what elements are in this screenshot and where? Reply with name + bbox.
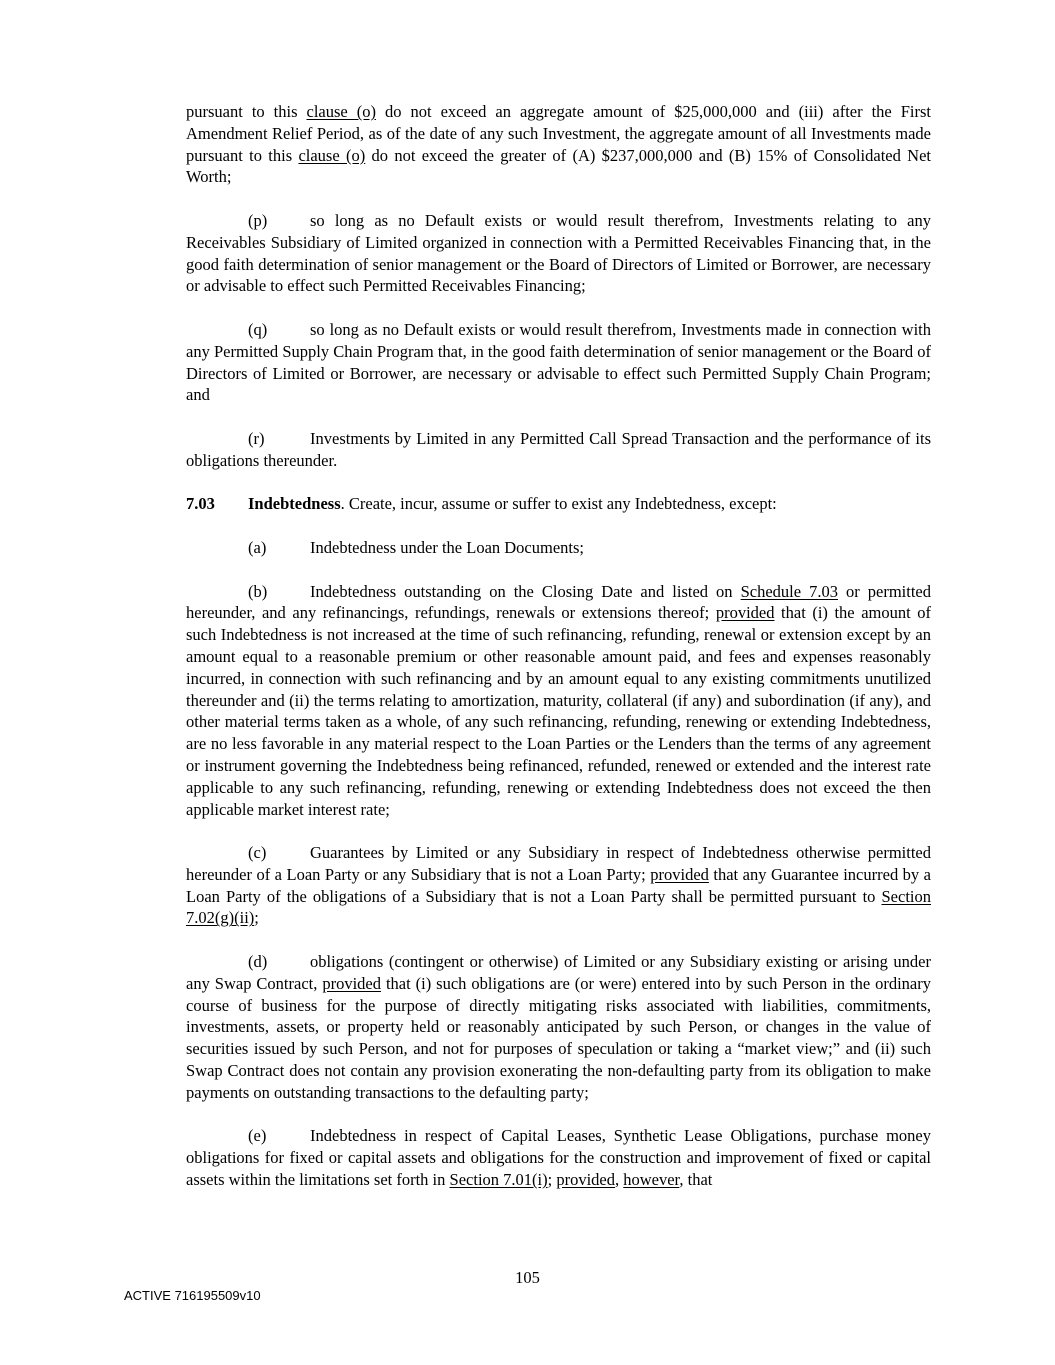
- text-run: pursuant to this: [186, 102, 307, 121]
- text-run: or permitted hereunder, and any refinancings, refundings, renewals or extensions thereof;: [186, 581, 932, 623]
- section-title: Indebtedness: [248, 494, 341, 514]
- text-run: ,: [614, 1170, 624, 1190]
- document-id: ACTIVE 716195509v10: [124, 1288, 261, 1303]
- clause-p: [186, 210, 931, 297]
- clause-c: [186, 842, 931, 929]
- text-run: do not exceed the greater of (A) $237,000,000 and (B) 15% of Consolidated Net Worth;: [186, 145, 932, 187]
- section-number: 7.03: [186, 494, 215, 514]
- section-reference: Section 7.02(g)(ii): [186, 886, 931, 928]
- text-run: , that: [679, 1170, 713, 1190]
- text-run: that any Guarantee incurred by a Loan Party of the obligations of a Subsidiary that is not a Loan Party shall be permitted pursuant to: [186, 864, 931, 906]
- clause-a: [186, 537, 931, 559]
- clause-q: [186, 319, 931, 406]
- clause-e: [186, 1125, 931, 1190]
- clause-marker: (a): [248, 537, 267, 557]
- section-intro: . Create, incur, assume or suffer to exist any Indebtedness, except:: [340, 494, 777, 514]
- provided-term: provided: [715, 603, 775, 623]
- document-body: [186, 101, 931, 1213]
- section-reference: Section 7.01(i): [449, 1170, 548, 1190]
- provided-term: provided: [322, 973, 381, 993]
- text-run: do not exceed an aggregate amount of $25,000,000 and (iii) after the First Amendment Relief Period, as of the date of any such Investment, the aggregate amount of all Investments made pursuant to this: [186, 102, 932, 165]
- clause-o-reference: clause (o): [306, 102, 376, 121]
- text-run: Indebtedness in respect of Capital Leases, Synthetic Lease Obligations, purchase money obligations for fixed or capital assets and obligations for the construction and improvement of fixed or capital assets within the limitations set forth in: [186, 1126, 931, 1190]
- clause-text: Indebtedness under the Loan Documents;: [310, 537, 585, 557]
- clause-r: [186, 428, 931, 472]
- clause-marker: (p): [248, 210, 268, 230]
- provided-term: provided: [556, 1170, 615, 1190]
- text-run: that (i) the amount of such Indebtedness is not increased at the time of such refinancing, refunding, renewal or extension except by an amount equal to a reasonable premium or other reasonable amount paid, and fees and expenses reasonably incurred, in connection with such refinancing and by an amount equal to any existing commitments unutilized thereunder and (ii) the terms relating to amortization, maturity, collateral (if any) and subordination (if any), and other material terms taken as a whole, of any such refinancing, refunding, renewing or extending Indebtedness, are no less favorable in any material respect to the Loan Parties or the Lenders than the terms of any agreement or instrument governing the Indebtedness being refinanced, refunded, renewed or extended and the interest rate applicable to any such refinancing, refunding, renewing or extending Indebtedness does not exceed the then applicable market interest rate;: [186, 603, 931, 819]
- text-run: ;: [254, 908, 259, 928]
- clause-marker: (r): [248, 428, 265, 448]
- clause-marker: (q): [248, 319, 268, 339]
- clause-d: [186, 951, 931, 1104]
- text-run: ;: [547, 1170, 557, 1190]
- text-run: obligations (contingent or otherwise) of Limited or any Subsidiary existing or arising under any Swap Contract,: [186, 952, 931, 993]
- clause-text: so long as no Default exists or would result therefrom, Investments relating to any Receivables Subsidiary of Limited organized in connection with a Permitted Receivables Financing that, in the good faith determination of senior management or the Board of Directors of Limited or Borrower, are necessary or advisable to effect such Permitted Receivables Financing;: [186, 210, 931, 296]
- text-run: Indebtedness outstanding on the Closing Date and listed on: [310, 581, 741, 601]
- clause-o-reference: clause (o): [298, 145, 366, 165]
- section-7-03-heading: [186, 493, 931, 515]
- provided-term: provided: [650, 864, 709, 884]
- schedule-reference: Schedule 7.03: [740, 581, 838, 601]
- clause-text: Investments by Limited in any Permitted Call Spread Transaction and the performance of its obligations thereunder.: [186, 428, 931, 470]
- however-term: however: [623, 1170, 680, 1190]
- clause-marker: (d): [248, 952, 268, 972]
- clause-b: [186, 581, 931, 821]
- clause-o-continuation: [186, 101, 931, 188]
- clause-marker: (e): [248, 1126, 267, 1146]
- clause-text: so long as no Default exists or would result therefrom, Investments made in connection with any Permitted Supply Chain Program that, in the good faith determination of senior management or the Board of Directors of Limited or Borrower, are necessary or advisable to effect such Permitted Supply Chain Program; and: [186, 319, 931, 405]
- clause-marker: (b): [248, 581, 268, 601]
- text-run: that (i) such obligations are (or were) entered into by such Person in the ordinary course of business for the purpose of directly mitigating risks associated with liabilities, commitments, investments, assets, or property held or reasonably anticipated by such Person, or changes in the value of securities issued by such Person, and not for purposes of speculation or taking a “market view;” and (ii) such Swap Contract does not contain any provision exonerating the non-defaulting party from its obligation to make payments on outstanding transactions to the defaulting party;: [186, 973, 932, 1102]
- clause-marker: (c): [248, 843, 267, 863]
- page-number: 105: [515, 1268, 540, 1287]
- text-run: Guarantees by Limited or any Subsidiary in respect of Indebtedness otherwise permitted hereunder of a Loan Party or any Subsidiary that is not a Loan Party;: [186, 843, 931, 884]
